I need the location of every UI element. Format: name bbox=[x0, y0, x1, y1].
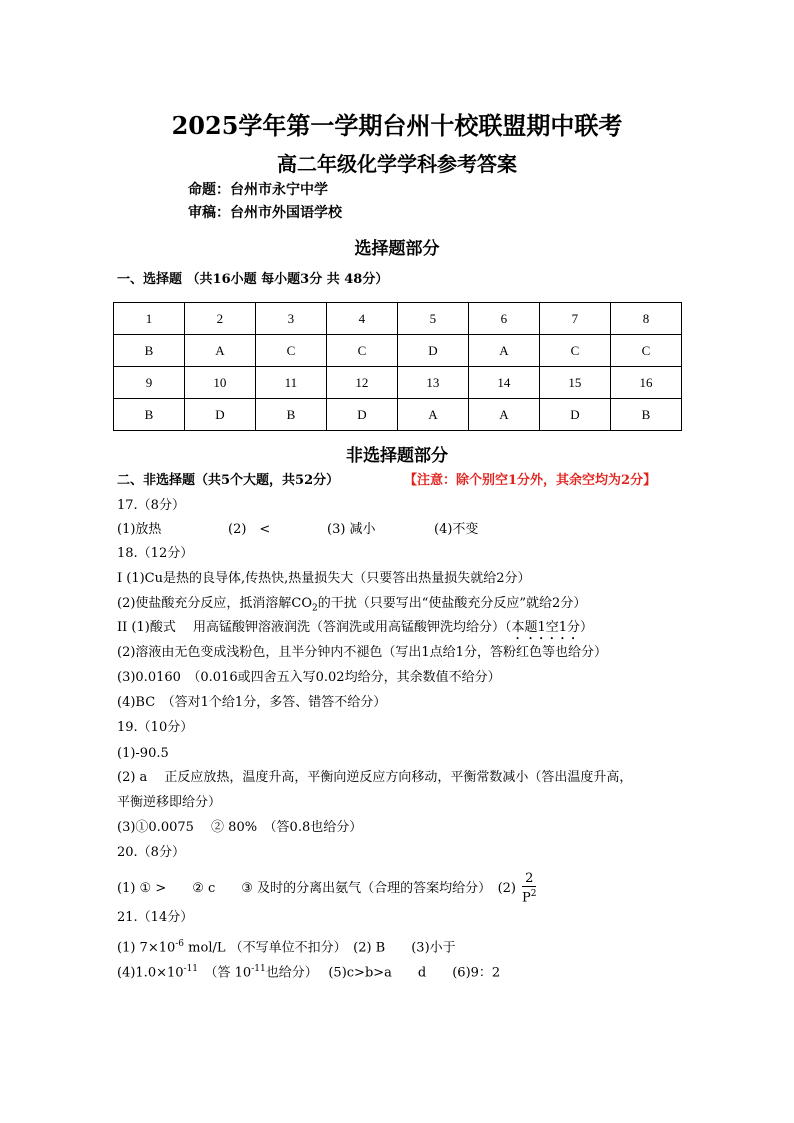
q19-line: (3)①0.0075 ② 80% （答0.8也给分） bbox=[117, 820, 363, 835]
table-cell: B bbox=[114, 399, 185, 431]
table-cell: C bbox=[610, 335, 681, 367]
fraction bbox=[522, 872, 536, 905]
table-cell: 11 bbox=[255, 367, 326, 399]
table-cell: D bbox=[539, 399, 610, 431]
text: (4)1.0×10 bbox=[117, 965, 184, 981]
subscript: 2 bbox=[312, 603, 318, 614]
section2-instruction: 二、非选择题（共5个大题，共52分） bbox=[117, 473, 340, 488]
table-cell: 13 bbox=[397, 367, 468, 399]
q20-heading: 20.（8分） bbox=[117, 845, 185, 860]
text: (1) 7×10 bbox=[117, 940, 176, 956]
q18-line: I (1)Cu是热的良导体,传热快,热量损失大（只要答出热量损失就给2分） bbox=[117, 571, 531, 586]
q17-a4: (4)不变 bbox=[434, 522, 479, 537]
table-cell: 8 bbox=[610, 303, 681, 335]
table-cell: A bbox=[184, 335, 255, 367]
q18-line: (3)0.0160 （0.016或四舍五入写0.02均给分，其余数值不给分） bbox=[117, 670, 501, 685]
answer-row bbox=[114, 335, 682, 367]
table-cell: 1 bbox=[114, 303, 185, 335]
table-cell: 3 bbox=[255, 303, 326, 335]
table-cell: 2 bbox=[184, 303, 255, 335]
exponent: -11 bbox=[251, 964, 266, 974]
table-cell: 14 bbox=[468, 367, 539, 399]
q18-line: (4)BC （答对1个给1分，多答、错答不给分） bbox=[117, 695, 387, 710]
table-cell: 12 bbox=[326, 367, 397, 399]
q17-a3: (3) 减小 bbox=[327, 522, 376, 537]
table-cell: 9 bbox=[114, 367, 185, 399]
table-cell: A bbox=[468, 335, 539, 367]
scoring-note: 【注意：除个别空1分外，其余空均为2分】 bbox=[404, 473, 657, 488]
document-title: 2025学年第一学期台州十校联盟期中联考 bbox=[171, 111, 623, 140]
table-cell: B bbox=[610, 399, 681, 431]
emphasis-text: 本题1空1分 bbox=[511, 620, 580, 635]
text: (1) ① > ② c ③ 及时的分离出氨气（合理的答案均给分） (2) bbox=[117, 881, 516, 897]
table-cell: 6 bbox=[468, 303, 539, 335]
table-cell: C bbox=[539, 335, 610, 367]
table-cell: A bbox=[397, 399, 468, 431]
exponent: -6 bbox=[175, 939, 185, 949]
den-exp: 2 bbox=[530, 889, 537, 899]
text: mol/L （不写单位不扣分） (2) B (3)小于 bbox=[184, 940, 456, 956]
section1-instruction: 一、选择题 （共16小题 每小题3分 共 48分） bbox=[117, 272, 389, 287]
answer-row bbox=[114, 399, 682, 431]
table-cell: 16 bbox=[610, 367, 681, 399]
table-cell: D bbox=[184, 399, 255, 431]
table-cell: B bbox=[114, 335, 185, 367]
table-cell: A bbox=[468, 399, 539, 431]
q20-line bbox=[117, 872, 536, 905]
q18-heading: 18.（12分） bbox=[117, 546, 194, 561]
table-cell: 4 bbox=[326, 303, 397, 335]
text: 也给分） (5)c>b>a d (6)9：2 bbox=[265, 965, 501, 981]
exponent: -11 bbox=[183, 964, 199, 974]
den-base: P bbox=[522, 890, 531, 906]
table-cell: C bbox=[326, 335, 397, 367]
q18-line: (2)溶液由无色变成浅粉色，且半分钟内不褪色（写出1点给1分，答粉红色等也给分） bbox=[117, 645, 607, 660]
answer-table bbox=[113, 302, 682, 431]
q21-line bbox=[117, 935, 456, 957]
table-cell: 15 bbox=[539, 367, 610, 399]
q18-line bbox=[117, 595, 586, 618]
denominator bbox=[522, 887, 536, 905]
table-cell: D bbox=[326, 399, 397, 431]
table-cell: C bbox=[255, 335, 326, 367]
question-number-row bbox=[114, 303, 682, 335]
q17-a2: (2) < bbox=[228, 522, 271, 537]
question-number-row bbox=[114, 367, 682, 399]
author-line: 命题：台州市永宁中学 bbox=[188, 182, 328, 198]
table-cell: 5 bbox=[397, 303, 468, 335]
table-cell: B bbox=[255, 399, 326, 431]
q19-heading: 19.（10分） bbox=[117, 720, 194, 735]
table-cell: D bbox=[397, 335, 468, 367]
text: ） bbox=[580, 620, 594, 635]
reviewer-line: 审稿：台州市外国语学校 bbox=[188, 205, 342, 221]
q19-line: 平衡逆移即给分） bbox=[117, 795, 222, 810]
text: （答 10 bbox=[198, 965, 252, 981]
q21-line bbox=[117, 960, 500, 982]
q19-line: (1)-90.5 bbox=[117, 746, 169, 761]
text: (2)使盐酸充分反应，抵消溶解CO bbox=[117, 596, 313, 611]
section1-heading: 选择题部分 bbox=[354, 239, 440, 259]
q21-heading: 21.（14分） bbox=[117, 910, 194, 925]
q18-line bbox=[117, 619, 593, 643]
document-subtitle: 高二年级化学学科参考答案 bbox=[277, 152, 517, 176]
table-cell: 10 bbox=[184, 367, 255, 399]
text: 的干扰（只要写出“使盐酸充分反应”就给2分） bbox=[317, 596, 587, 611]
q19-line: (2) a 正反应放热，温度升高，平衡向逆反应方向移动，平衡常数减小（答出温度升高， bbox=[117, 770, 633, 785]
q17-heading: 17.（8分） bbox=[117, 498, 185, 513]
text: II (1)酸式 用高锰酸钾溶液润洗（答润洗或用高锰酸钾洗均给分）（ bbox=[117, 620, 512, 635]
numerator: 2 bbox=[522, 872, 536, 887]
q17-a1: (1)放热 bbox=[117, 522, 162, 537]
section2-heading: 非选择题部分 bbox=[346, 446, 448, 466]
table-cell: 7 bbox=[539, 303, 610, 335]
